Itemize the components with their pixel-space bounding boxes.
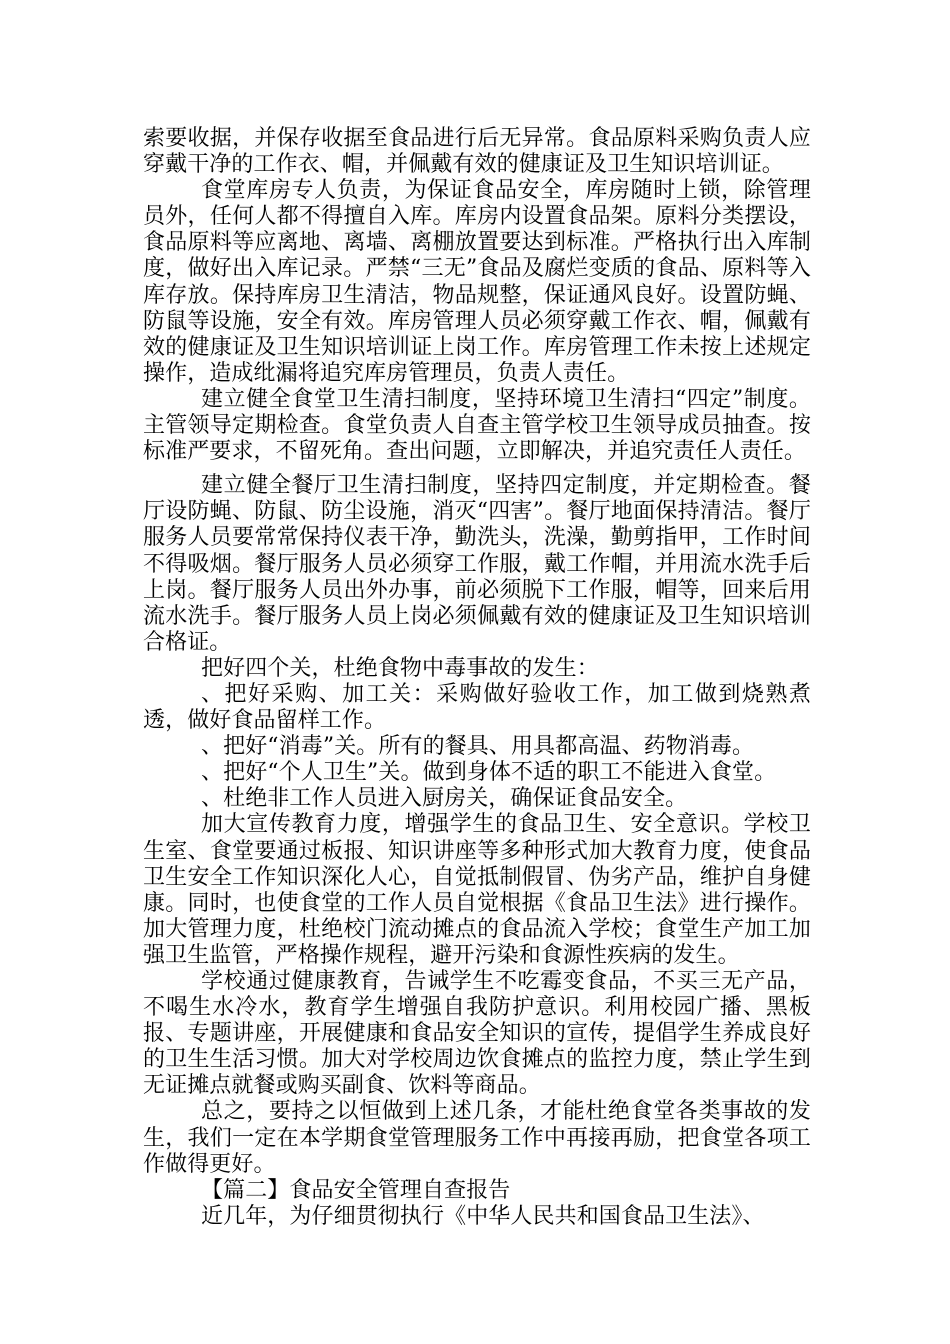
paragraph-canteen-cleaning: 建立健全食堂卫生清扫制度，坚持环境卫生清扫“四定”制度。主管领导定期检查。食堂负责人自查主管学校卫生领导成员抽查。按标准严要求，不留死角。查出问题，立即解决，并追究责任人责任。: [143, 386, 811, 465]
paragraph-dining-hall: 建立健全餐厅卫生清扫制度，坚持四定制度，并定期检查。餐厅设防蝇、防鼠、防尘设施，消灭“四害”。餐厅地面保持清洁。餐厅服务人员要常常保持仪表干净，勤洗头，洗澡，勤剪指甲，工作时间不得吸烟。餐厅服务人员必须穿工作服，戴工作帽，并用流水洗手后上岗。餐厅服务人员出外办事，前必须脱下工作服，帽等，回来后用流水洗手。餐厅服务人员上岗必须佩戴有效的健康证及卫生知识培训合格证。: [143, 473, 811, 655]
paragraph-procurement-receipts: 索要收据，并保存收据至食品进行后无异常。食品原料采购负责人应穿戴干净的工作衣、帽，并佩戴有效的健康证及卫生知识培训证。: [143, 126, 811, 178]
paragraph-four-checks-intro: 把好四个关，杜绝食物中毒事故的发生：: [201, 655, 599, 681]
paragraph-check-procurement: 、把好采购、加工关：采购做好验收工作，加工做到烧熟煮透，做好食品留样工作。: [143, 681, 811, 734]
paragraph-publicity-education: 加大宣传教育力度，增强学生的食品卫生、安全意识。学校卫生室、食堂要通过板报、知识讲座等多种形式加大教育力度，使食品卫生安全工作知识深化人心，自觉抵制假冒、伪劣产品，维护自身健康。同时，也使食堂的工作人员自觉根据《食品卫生法》进行操作。加大管理力度，杜绝校门流动摊点的食品流入学校；食堂生产加工加强卫生监管，严格操作规程，避开污染和食源性疾病的发生。: [143, 812, 811, 968]
paragraph-check-disinfection: 、把好“消毒”关。所有的餐具、用具都高温、药物消毒。: [201, 734, 755, 760]
paragraph-conclusion: 总之，要持之以恒做到上述几条，才能杜绝食堂各类事故的发生，我们一定在本学期食堂管理服务工作中再接再励，把食堂各项工作做得更好。: [143, 1099, 811, 1177]
paragraph-check-personal-hygiene: 、把好“个人卫生”关。做到身体不适的职工不能进入食堂。: [201, 760, 777, 786]
paragraph-health-education: 学校通过健康教育，告诫学生不吃霉变食品，不买三无产品，不喝生水冷水，教育学生增强自我防护意识。利用校园广播、黑板报、专题讲座，开展健康和食品安全知识的宣传，提倡学生养成良好的卫生生活习惯。加大对学校周边饮食摊点的监控力度，禁止学生到无证摊点就餐或购买副食、饮料等商品。: [143, 969, 811, 1099]
paragraph-storeroom: 食堂库房专人负责，为保证食品安全，库房随时上锁，除管理员外，任何人都不得擅自入库。库房内设置食品架。原料分类摆设，食品原料等应离地、离墙、离棚放置要达到标准。严格执行出入库制度，做好出入库记录。严禁“三无”食品及腐烂变质的食品、原料等入库存放。保持库房卫生清洁，物品规整，保证通风良好。设置防蝇、防鼠等设施，安全有效。库房管理人员必须穿戴工作衣、帽，佩戴有效的健康证及卫生知识培训证上岗工作。库房管理工作未按上述规定操作，造成纰漏将追究库房管理员，负责人责任。: [143, 178, 811, 386]
paragraph-check-kitchen-access: 、杜绝非工作人员进入厨房关，确保证食品安全。: [201, 786, 688, 812]
paragraph-part-two-intro: 近几年，为仔细贯彻执行《中华人民共和国食品卫生法》、: [201, 1203, 765, 1229]
section-heading-part-two: 【篇二】食品安全管理自查报告: [201, 1177, 511, 1203]
document-body: [143, 126, 811, 1230]
